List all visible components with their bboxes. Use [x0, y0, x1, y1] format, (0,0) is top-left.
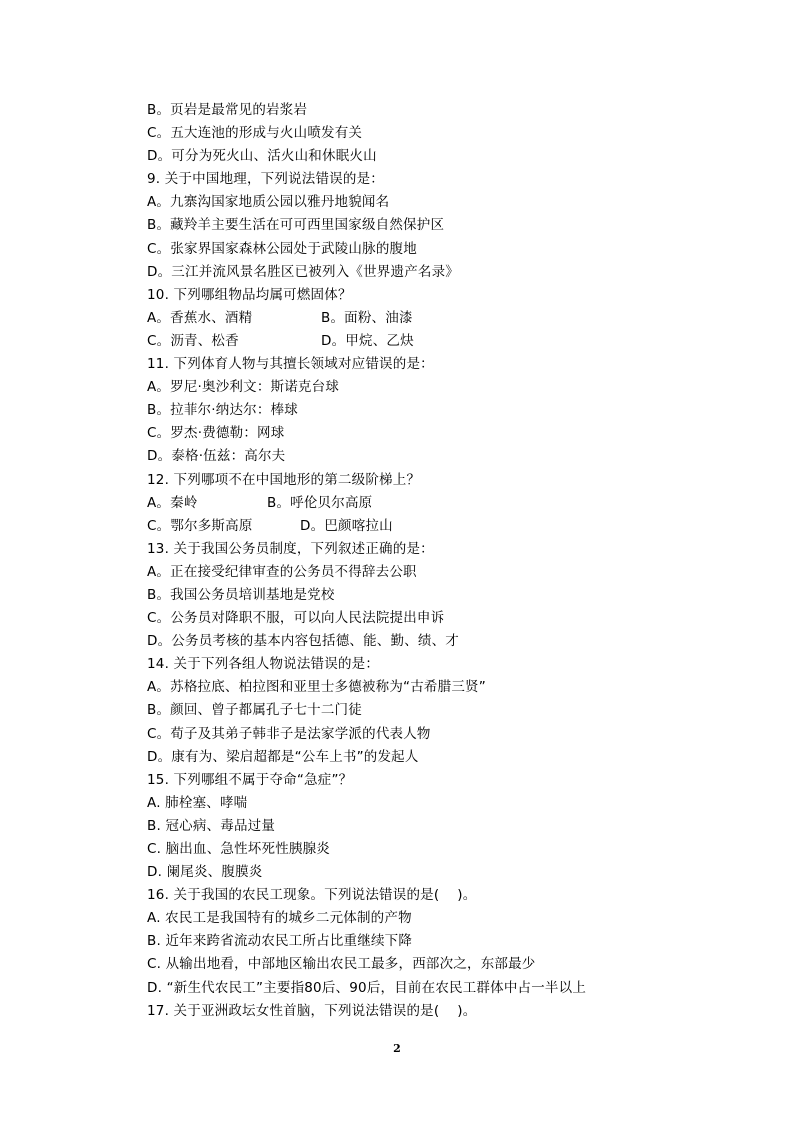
option-c: C。鄂尔多斯高原 — [147, 517, 253, 534]
option-d: D。巴颜喀拉山 — [300, 517, 393, 534]
option-line: B。颜回、曾子都属孔子七十二门徒 — [147, 702, 362, 719]
option-line: C。张家界国家森林公园处于武陵山脉的腹地 — [147, 240, 417, 257]
option-line: C。五大连池的形成与火山喷发有关 — [147, 125, 363, 142]
question-14: 14. 关于下列各组人物说法错误的是： — [147, 656, 380, 673]
option-line: A。罗尼·奥沙利文：斯诺克台球 — [147, 379, 340, 396]
option-line: D。泰格·伍兹：高尔夫 — [147, 448, 286, 465]
option-row — [147, 515, 667, 538]
option-line: B. 冠心病、毒品过量 — [147, 817, 276, 834]
question-15: 15. 下列哪组不属于夺命“急症”？ — [147, 771, 353, 788]
option-line: B。页岩是最常见的岩浆岩 — [147, 102, 308, 118]
question-16: 16. 关于我国的农民工现象。下列说法错误的是( )。 — [147, 887, 477, 904]
option-row — [147, 307, 667, 330]
option-row — [147, 492, 667, 515]
option-row — [147, 330, 667, 353]
option-line: B。拉菲尔·纳达尔：棒球 — [147, 402, 298, 419]
option-c: C。沥青、松香 — [147, 332, 239, 349]
option-line: C。罗杰·费德勒：网球 — [147, 425, 285, 442]
option-line: C. 脑出血、急性坏死性胰腺炎 — [147, 841, 331, 857]
option-line: A. 农民工是我国特有的城乡二元体制的产物 — [147, 910, 412, 927]
option-line: C。荀子及其弟子韩非子是法家学派的代表人物 — [147, 725, 431, 742]
option-line: A。九寨沟国家地质公园以雅丹地貌闻名 — [147, 194, 390, 211]
option-line: D。康有为、梁启超都是“公车上书”的发起人 — [147, 748, 419, 765]
page-number: 2 — [393, 1042, 401, 1055]
option-d: D。甲烷、乙炔 — [321, 332, 414, 349]
question-17: 17. 关于亚洲政坛女性首脑，下列说法错误的是( )。 — [147, 1002, 477, 1019]
question-13: 13. 关于我国公务员制度，下列叙述正确的是： — [147, 540, 434, 557]
option-line: A。正在接受纪律审查的公务员不得辞去公职 — [147, 563, 417, 580]
question-text-block — [147, 99, 667, 1023]
option-line: B。藏羚羊主要生活在可可西里国家级自然保护区 — [147, 217, 445, 234]
question-9: 9. 关于中国地理，下列说法错误的是： — [147, 171, 384, 188]
option-line: C。公务员对降职不服，可以向人民法院提出申诉 — [147, 610, 445, 627]
option-a: A。香蕉水、酒精 — [147, 309, 253, 326]
option-line: D。可分为死火山、活火山和休眠火山 — [147, 148, 377, 165]
option-line: C. 从输出地看，中部地区输出农民工最多，西部次之，东部最少 — [147, 956, 536, 973]
option-line: B。我国公务员培训基地是党校 — [147, 586, 335, 603]
option-line: B. 近年来跨省流动农民工所占比重继续下降 — [147, 933, 413, 950]
option-a: A。秦岭 — [147, 494, 198, 511]
question-11: 11. 下列体育人物与其擅长领域对应错误的是： — [147, 356, 434, 373]
option-line: D. “新生代农民工”主要指80后、90后，目前在农民工群体中占一半以上 — [147, 979, 587, 996]
option-line: D. 阑尾炎、腹膜炎 — [147, 864, 263, 881]
option-line: D。公务员考核的基本内容包括德、能、勤、绩、才 — [147, 633, 459, 650]
question-12: 12. 下列哪项不在中国地形的第二级阶梯上？ — [147, 471, 421, 488]
question-10: 10. 下列哪组物品均属可燃固体？ — [147, 286, 352, 303]
option-b: B。呼伦贝尔高原 — [267, 494, 373, 511]
option-line: A。苏格拉底、柏拉图和亚里士多德被称为“古希腊三贤” — [147, 679, 486, 696]
option-line: A. 肺栓塞、哮喘 — [147, 794, 248, 811]
option-line: D。三江并流风景名胜区已被列入《世界遗产名录》 — [147, 263, 459, 280]
option-b: B。面粉、油漆 — [321, 309, 413, 326]
